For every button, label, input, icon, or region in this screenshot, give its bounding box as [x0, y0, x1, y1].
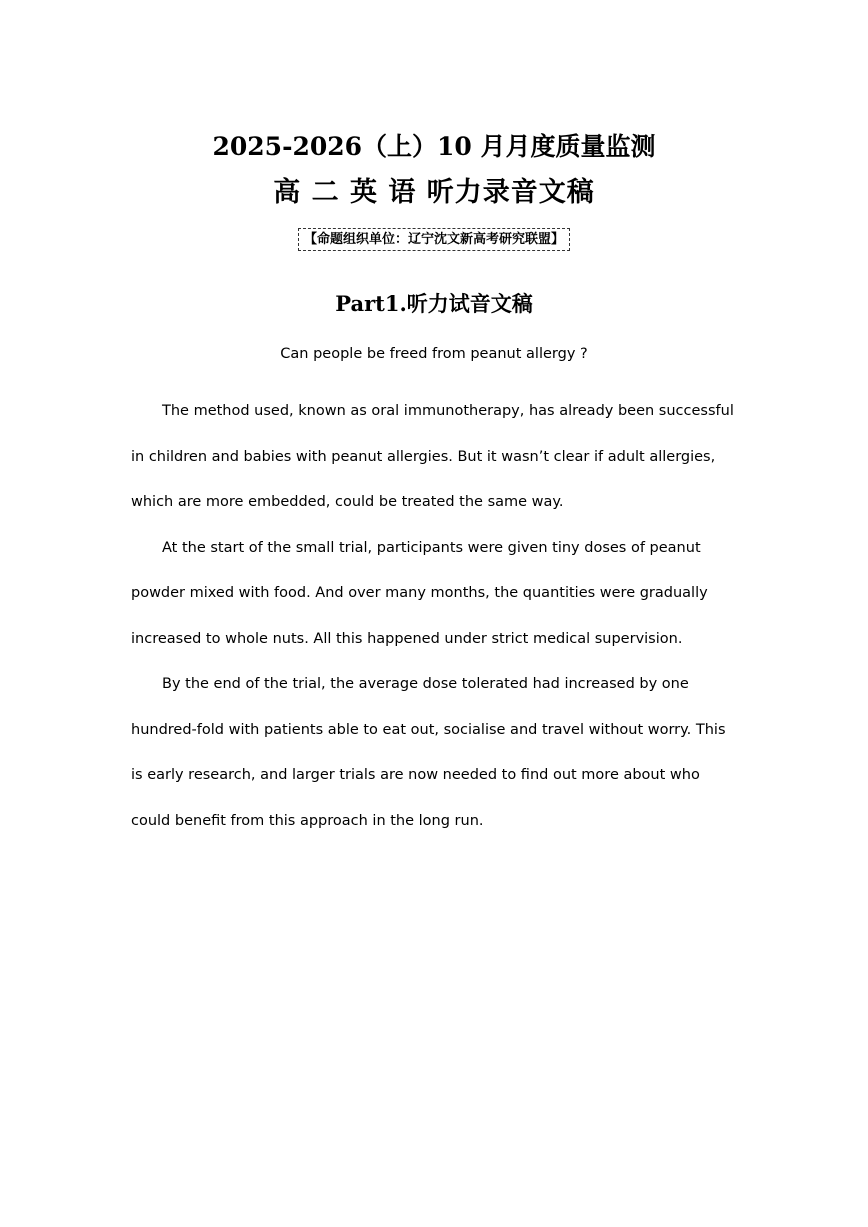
passage-title: Can people be freed from peanut allergy ? — [280, 346, 588, 362]
organizer-wrapper — [0, 228, 868, 251]
paragraph: By the end of the trial, the average dose tolerated had increased by one hundred-fold with patients able to eat out, socialise and travel without worry. This is early research, and larger trials are now needed to find out more about who could benefit from this approach in the long run. — [131, 676, 726, 829]
passage-body — [131, 389, 741, 844]
part-title: Part1.听力试音文稿 — [335, 291, 533, 316]
paragraph: At the start of the small trial, participants were given tiny doses of peanut powder mixed with food. And over many months, the quantities were gradually increased to whole nuts. All this happened under strict medical supervision. — [131, 539, 708, 647]
document-title: 2025-2026（上）10 月月度质量监测 — [212, 132, 656, 161]
organizer-label: 【命题组织单位：辽宁沈文新高考研究联盟】 — [298, 228, 570, 251]
document-subtitle: 高 二 英 语 听力录音文稿 — [273, 177, 595, 208]
paragraph: The method used, known as oral immunotherapy, has already been successful in children and babies with peanut allergies. But it wasn’t clear if adult allergies, which are more embedded, could be treated the same way. — [131, 403, 734, 510]
